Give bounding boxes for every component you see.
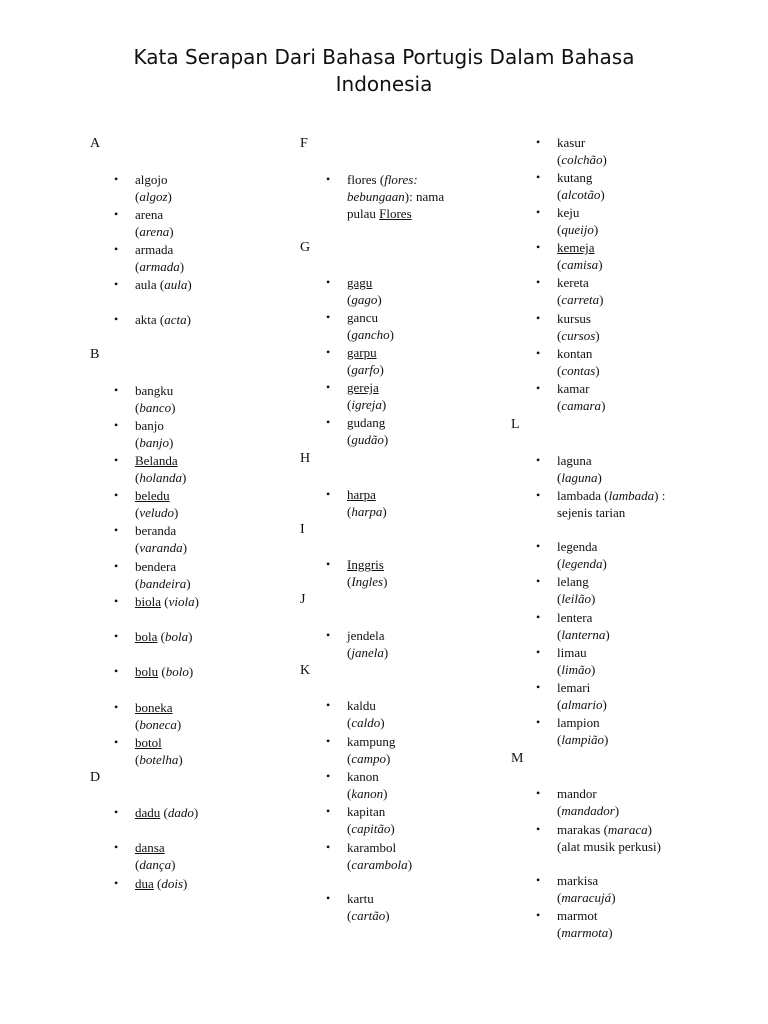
word-link[interactable]: Flores: [379, 206, 412, 221]
list-item: • boneka (boneca): [114, 700, 182, 732]
list-item: • kemeja (camisa): [536, 240, 603, 272]
list-item: • lelang (leilão): [536, 574, 596, 606]
list-item: • bendera (bandeira): [114, 559, 191, 591]
word-link[interactable]: bola: [135, 629, 158, 644]
word-link[interactable]: bolu: [135, 664, 159, 679]
word-link[interactable]: Inggris: [347, 557, 384, 572]
word-link[interactable]: biola: [135, 594, 161, 609]
word-link[interactable]: gagu: [347, 275, 373, 290]
section-letter: M: [511, 751, 524, 766]
list-item: • beledu (veludo): [114, 488, 179, 520]
list-item: • flores (flores: bebungaan): nama pulau Flores: [326, 172, 445, 221]
section-letter: F: [300, 136, 308, 151]
list-item: • kanon (kanon): [326, 769, 388, 801]
list-item: • limau (limão): [536, 645, 596, 677]
list-item: • kutang (alcotão): [536, 170, 605, 202]
list-item: • bolu (bolo): [114, 664, 194, 679]
list-item: • laguna (laguna): [536, 453, 602, 485]
list-item: • bangku (banco): [114, 383, 176, 415]
list-item: • kursus (cursos): [536, 311, 600, 343]
section-letter: K: [300, 663, 311, 678]
list-item: • keju (queijo): [536, 205, 599, 237]
page-title: Kata Serapan Dari Bahasa Portugis Dalam Bahasa Indonesia: [133, 45, 635, 96]
word-link[interactable]: kemeja: [557, 240, 595, 255]
list-item: • gereja (igreja): [326, 380, 387, 412]
list-item: • armada (armada): [114, 242, 185, 274]
list-item: • mandor (mandador): [536, 786, 620, 818]
word-link[interactable]: dua: [135, 876, 154, 891]
word-link[interactable]: boneka: [135, 700, 173, 715]
list-item: • lambada (lambada) : sejenis tarian: [536, 488, 666, 520]
list-item: • kamar (camara): [536, 381, 606, 413]
list-item: • arena (arena): [114, 207, 174, 239]
list-item: • kaldu (caldo): [326, 698, 385, 730]
word-link[interactable]: dansa: [135, 840, 165, 855]
section-letter: L: [511, 417, 520, 432]
list-item: • harpa (harpa): [326, 487, 387, 519]
list-item: • Belanda (holanda): [114, 453, 187, 485]
list-item: • lemari (almario): [536, 680, 607, 712]
section-letter: A: [90, 136, 101, 151]
list-item: • marakas (maraca) (alat musik perkusi): [536, 822, 661, 854]
word-link[interactable]: beledu: [135, 488, 170, 503]
list-item: • gudang (gudão): [326, 415, 389, 447]
list-item: • kontan (contas): [536, 346, 600, 378]
list-item: • marmot (marmota): [536, 908, 613, 940]
section-letter: B: [90, 347, 100, 362]
list-item: • kartu (cartão): [326, 891, 390, 923]
section-letter: G: [300, 240, 311, 255]
word-link[interactable]: gereja: [347, 380, 379, 395]
list-item: • lentera (lanterna): [536, 610, 610, 642]
list-item: • markisa (maracujá): [536, 873, 616, 905]
list-item: • akta (acta): [114, 312, 191, 327]
list-item: • algojo (algoz): [114, 172, 172, 204]
list-item: • gagu (gago): [326, 275, 382, 307]
list-item: • bola (bola): [114, 629, 193, 644]
list-item: • karambol (carambola): [326, 840, 413, 872]
list-item: • botol (botelha): [114, 735, 183, 767]
list-item: • garpu (garfo): [326, 345, 384, 377]
word-link[interactable]: harpa: [347, 487, 376, 502]
list-item: • legenda (legenda): [536, 539, 607, 571]
list-item: • kereta (carreta): [536, 275, 604, 307]
list-item: • aula (aula): [114, 277, 192, 292]
word-link[interactable]: botol: [135, 735, 162, 750]
list-item: • jendela (janela): [326, 628, 389, 660]
section-letter: H: [300, 451, 311, 466]
section-letter: I: [300, 522, 305, 537]
list-item: • kapitan (capitão): [326, 804, 395, 836]
list-item: • Inggris (Ingles): [326, 557, 388, 589]
list-item: • kampung (campo): [326, 734, 396, 766]
list-item: • kasur (colchão): [536, 135, 607, 167]
word-link[interactable]: garpu: [347, 345, 377, 360]
word-link[interactable]: dadu: [135, 805, 161, 820]
list-item: • dadu (dado): [114, 805, 199, 820]
list-item: • lampion (lampião): [536, 715, 609, 747]
list-item: • biola (viola): [114, 594, 199, 609]
list-item: • gancu (gancho): [326, 310, 394, 342]
word-link[interactable]: Belanda: [135, 453, 178, 468]
list-item: • banjo (banjo): [114, 418, 174, 450]
list-item: • dansa (dança): [114, 840, 176, 872]
list-item: • dua (dois): [114, 876, 188, 891]
section-letter: J: [300, 592, 306, 607]
list-item: • beranda (varanda): [114, 523, 188, 555]
section-letter: D: [90, 770, 101, 785]
